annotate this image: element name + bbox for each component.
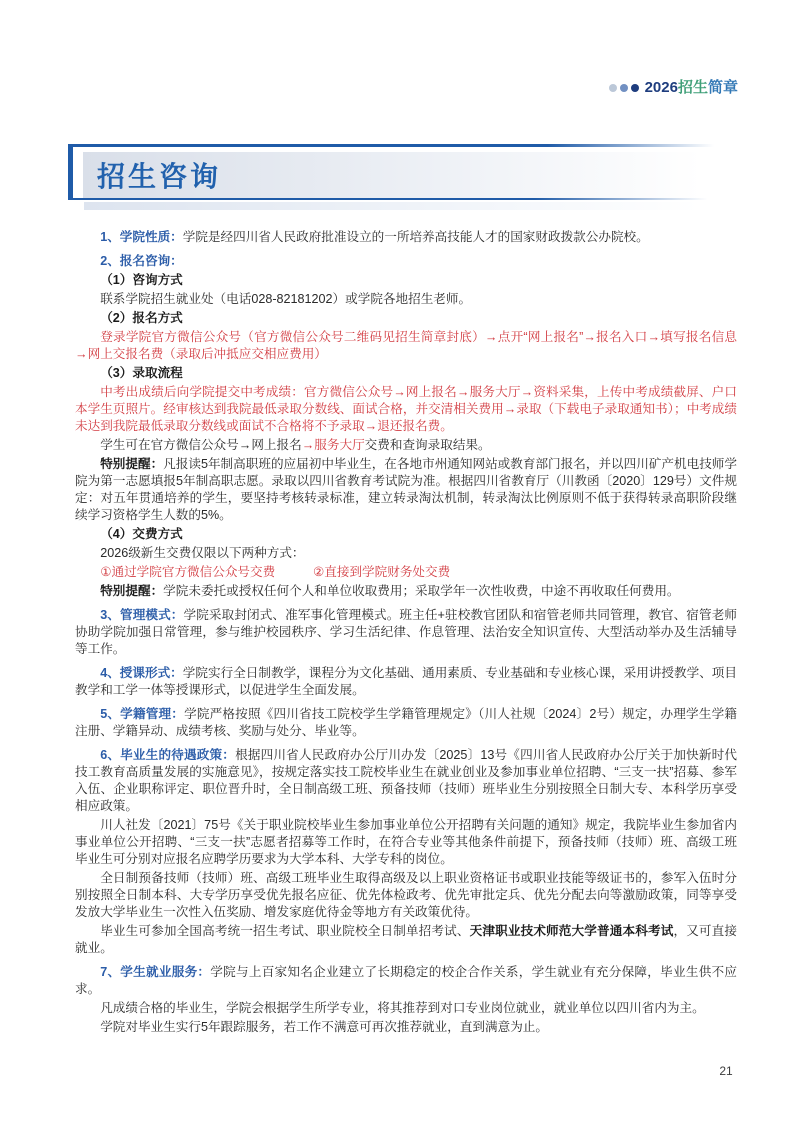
paragraph [75, 437, 737, 454]
paragraph [75, 1000, 737, 1017]
text-run: 学院实行全日制教学，课程分为文化基础、通用素质、专业基础和专业核心课，采用讲授教学、项目教学和工学一体等授课形式，以促进学生全面发展。 [75, 666, 738, 697]
paragraph [75, 564, 737, 581]
text-run: 5、学籍管理： [100, 707, 185, 721]
paragraph [75, 272, 737, 289]
paragraph [75, 817, 737, 868]
paragraph [75, 365, 737, 382]
banner-shadow [84, 202, 732, 210]
text-run: 学院与上百家知名企业建立了长期稳定的校企合作关系，学生就业有充分保障，毕业生供不应求。 [75, 965, 737, 996]
text-run: 学院对毕业生实行5年跟踪服务，若工作不满意可再次推荐就业，直到满意为止。 [100, 1020, 548, 1034]
page-number: 21 [719, 1064, 733, 1078]
text-run: ①通过学院官方微信公众号交费 ②直接到学院财务处交费 [100, 565, 451, 579]
text-run: 登录学院官方微信公众号（官方微信公众号二维码见招生简章封底）→点开“网上报名”→报名入口→填写报名信息→网上交报名费（录取后冲抵应交相应费用） [75, 330, 737, 361]
text-run: 学院是经四川省人民政府批准设立的一所培养高技能人才的国家财政拨款公办院校。 [182, 230, 649, 244]
text-run: 天津职业技术师范大学普通本科考试 [469, 924, 674, 938]
brand-year: 2026 [644, 79, 678, 96]
text-run: 3、管理模式： [100, 608, 184, 622]
text-run: （4）交费方式 [100, 527, 183, 541]
text-run: 学生可在官方微信公众号→网上报名 [100, 438, 302, 452]
paragraph [75, 870, 737, 921]
text-run: 学院严格按照《四川省技工院校学生学籍管理规定》（川人社规〔2024〕2号）规定，办理学生学籍注册、学籍异动、成绩考核、奖励与处分、毕业等。 [75, 707, 737, 738]
brand-dot-icon [620, 84, 628, 92]
text-run: 交费和查询录取结果。 [364, 438, 491, 452]
text-run: 联系学院招生就业处（电话028-82181202）或学院各地招生老师。 [100, 292, 472, 306]
text-run: 毕业生可参加全国高考统一招生考试、职业院校全日制单招考试、 [100, 924, 470, 938]
brand-text-green: 招生 [677, 79, 708, 96]
text-run: 学院采取封闭式、准军事化管理模式。班主任+驻校教官团队和宿管老师共同管理，教官、宿管老师协助学院加强日常管理，参与维护校园秩序、学习生活纪律、作息管理、法治安全知识宣传、大型活动举办及生活辅导等工作。 [75, 608, 737, 656]
text-run: 4、授课形式： [100, 666, 183, 680]
paragraph [75, 526, 737, 543]
brand-dot-icon [609, 84, 617, 92]
text-run: 特别提醒： [100, 584, 164, 598]
text-run: （1）咨询方式 [100, 273, 183, 287]
paragraph [75, 384, 737, 435]
paragraph [75, 310, 737, 327]
text-run: （3）录取流程 [100, 366, 183, 380]
paragraph [75, 253, 737, 270]
section-banner [68, 144, 734, 214]
paragraph [75, 923, 737, 957]
text-run: ，又可直接就业。 [75, 924, 738, 955]
text-run: 特别提醒： [100, 457, 164, 471]
paragraph [75, 545, 737, 562]
brand [609, 80, 738, 95]
text-run: 凡报读5年制高职班的应届初中毕业生，在各地市州通知网站或教育部门报名，并以四川矿产机电技师学院为第一志愿填报5年制高职志愿。录取以四川省教育考试院为准。根据四川省教育厅（川教函〔2020〕129号）文件规定：对五年贯通培养的学生，要坚持考核转录标准，建立转录淘汰机制，转录淘汰比例原则不低于获得转录高职阶段继续学习资格学生人数的5%。 [75, 457, 737, 522]
paragraph [75, 456, 737, 524]
paragraph [75, 229, 737, 246]
banner-left-accent-bar [68, 144, 73, 200]
paragraph [75, 706, 737, 740]
brand-text-blue: 简章 [707, 79, 738, 96]
text-run: 2、报名咨询： [100, 254, 183, 268]
article [75, 229, 737, 1038]
text-run: 中考出成绩后向学院提交中考成绩：官方微信公众号→网上报名→服务大厅→资料采集，上传中考成绩截屏、户口本学生页照片。经审核达到我院最低录取分数线、面试合格，并交清相关费用→录取（下载电子录取通知书）；中考成绩未达到我院最低录取分数线或面试不合格将不予录取→退还报名费。 [75, 385, 737, 433]
text-run: 6、毕业生的待遇政策： [100, 748, 236, 762]
banner-bottom-rule [68, 198, 734, 200]
text-run: 全日制预备技师（技师）班、高级工班毕业生取得高级及以上职业资格证书或职业技能等级证书的，参军入伍时分别按照全日制本科、大专学历享受优先报名应征、优先体检政考、优先审批定兵、优先分配去向等激励政策，同等享受发放大学毕业生一次性入伍奖励、增发家庭优待金等地方有关政策优待。 [75, 871, 737, 919]
text-run: 凡成绩合格的毕业生，学院会根据学生所学专业，将其推荐到对口专业岗位就业，就业单位以四川省内为主。 [100, 1001, 705, 1015]
paragraph [75, 964, 737, 998]
paragraph [75, 583, 737, 600]
paragraph [75, 665, 737, 699]
text-run: 7、学生就业服务： [100, 965, 211, 979]
brand-dot-icon [631, 84, 639, 92]
text-run: →服务大厅 [301, 438, 365, 452]
text-run: 1、学院性质： [100, 230, 183, 244]
paragraph [75, 291, 737, 308]
text-run: （2）报名方式 [100, 311, 183, 325]
paragraph [75, 329, 737, 363]
text-run: 根据四川省人民政府办公厅川办发〔2025〕13号《四川省人民政府办公厅关于加快新时代技工教育高质量发展的实施意见》，按规定落实技工院校毕业生在就业创业及参加事业单位招聘、“三支一扶”招募、参军入伍、企业职称评定、职位晋升时，全日制高级工班、预备技师（技师）班毕业生分别按照全日制大专、本科学历享受相应政策。 [75, 748, 737, 813]
paragraph [75, 607, 737, 658]
paragraph [75, 1019, 737, 1036]
page-title: 招生咨询 [97, 161, 222, 192]
text-run: 川人社发〔2021〕75号《关于职业院校毕业生参加事业单位公开招聘有关问题的通知》规定，我院毕业生参加省内事业单位公开招聘、“三支一扶”志愿者招募等工作时，在符合专业等其他条件前提下，预备技师（技师）班、高级工班毕业生可分别对应报名应聘学历要求为大学本科、大学专科的岗位。 [75, 818, 737, 866]
text-run: 2026级新生交费仅限以下两种方式： [100, 546, 305, 560]
text-run: 学院未委托或授权任何个人和单位收取费用；采取学年一次性收费，中途不再收取任何费用。 [163, 584, 680, 598]
banner-top-rule [68, 144, 734, 147]
paragraph [75, 747, 737, 815]
